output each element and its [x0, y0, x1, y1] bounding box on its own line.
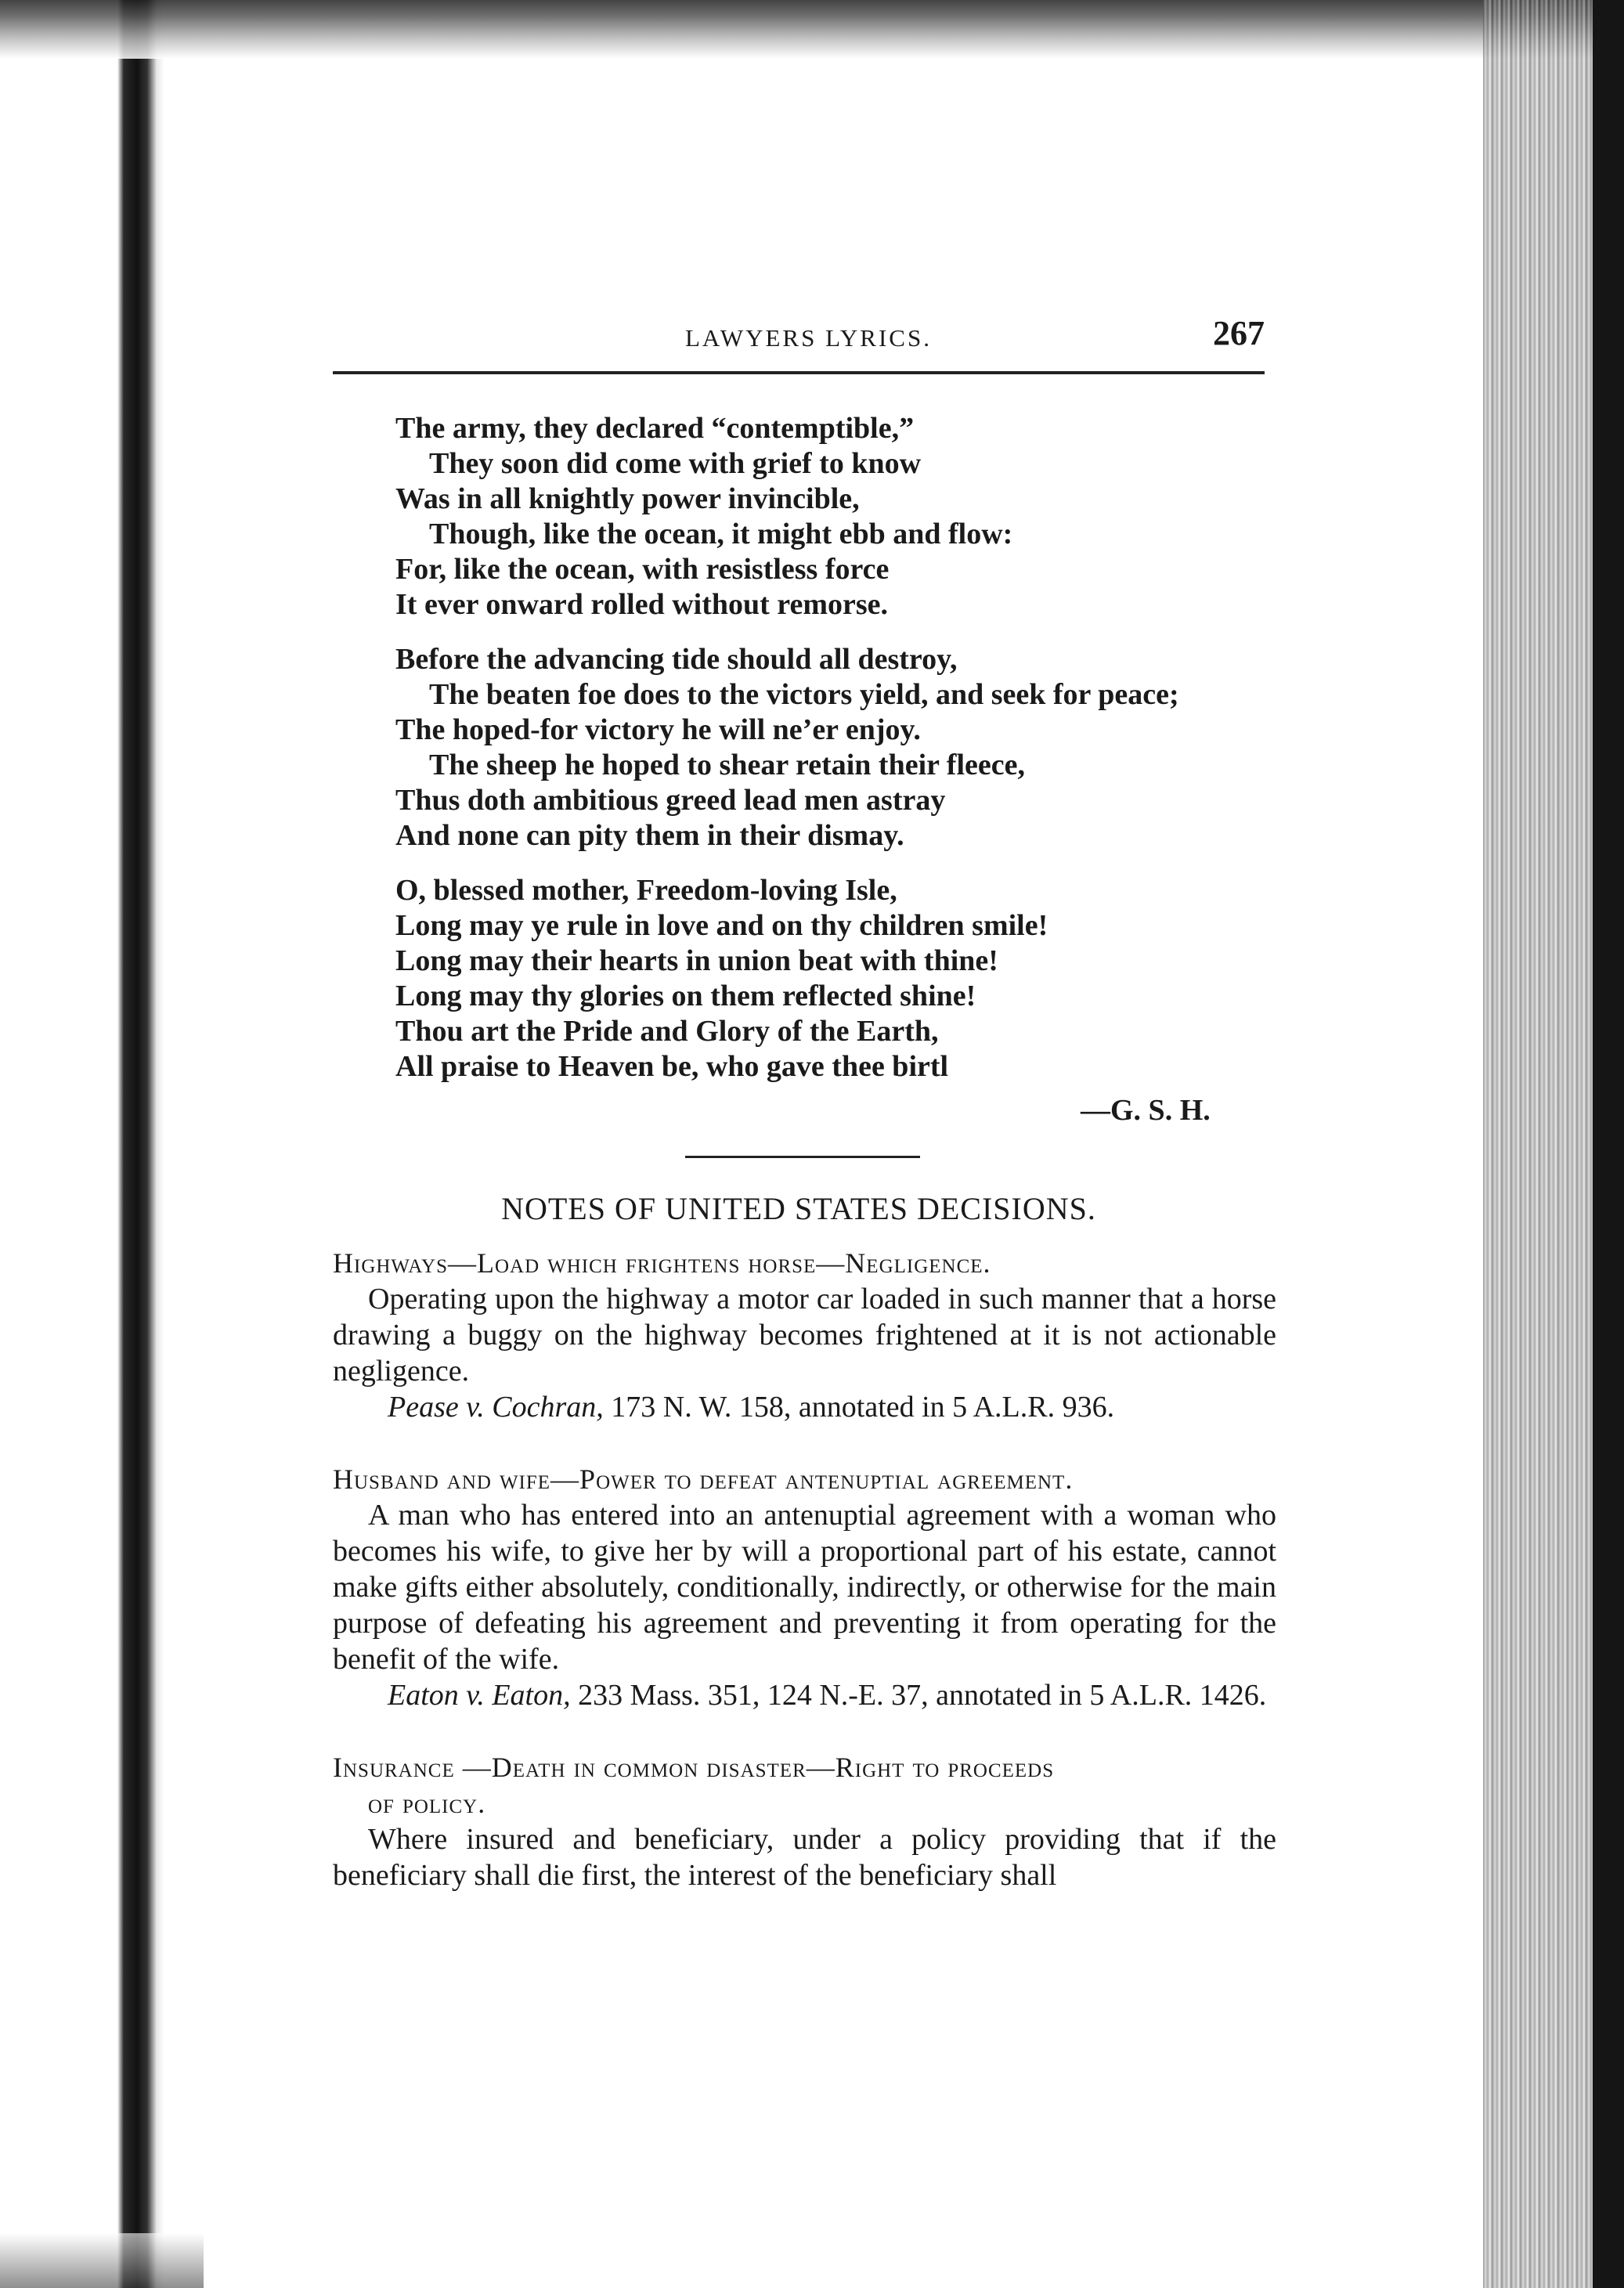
citation-reference: 233 Mass. 351, 124 N.-E. 37, annotated in 5 A.L.R. 1426. — [570, 1679, 1267, 1712]
note-heading: Insurance —Death in common disaster—Right to proceeds — [333, 1752, 1055, 1783]
poem-line: Long may thy glories on them reflected shine! — [395, 980, 976, 1012]
poem-line: Long may ye rule in love and on thy children smile! — [395, 909, 1048, 942]
note-entry — [333, 1461, 1276, 1713]
poem-stanza — [395, 642, 1280, 853]
poem-line: For, like the ocean, with resistless force — [395, 553, 890, 586]
poem-line: All praise to Heaven be, who gave thee birtl — [395, 1050, 949, 1083]
page-number: 267 — [1213, 314, 1265, 352]
note-entry — [333, 1749, 1276, 1893]
poem-line: Thus doth ambitious greed lead men astray — [395, 784, 946, 817]
case-name: Pease v. Cochran, — [388, 1391, 604, 1424]
poem-line: The beaten foe does to the victors yield, and seek for peace; — [429, 678, 1179, 711]
poem — [395, 411, 1280, 1104]
note-entry — [333, 1245, 1276, 1425]
poem-line: Before the advancing tide should all destroy, — [395, 643, 958, 676]
poem-line: Long may their hearts in union beat with thine! — [395, 944, 998, 977]
note-body: A man who has entered into an antenuptial agreement with a woman who becomes his wife, to give her by will a proportional part of his estate, cannot make gifts either absolutely, conditionally, indirectly, or otherwise for the main purpose of defeating his agreement and preventing it from operating for the benefit of the wife. — [333, 1499, 1276, 1676]
note-body: Operating upon the highway a motor car loaded in such manner that a horse drawing a buggy on the highway becomes frightened at it is not actionable negligence. — [333, 1283, 1276, 1388]
poem-line: Though, like the ocean, it might ebb and flow: — [429, 518, 1013, 550]
poem-line: The hoped-for victory he will ne’er enjoy. — [395, 713, 921, 746]
section-divider — [685, 1156, 920, 1158]
poem-signature: —G. S. H. — [1081, 1094, 1211, 1127]
note-citation — [333, 1389, 1276, 1425]
poem-stanza — [395, 873, 1280, 1084]
notes-list — [333, 1245, 1276, 1929]
poem-line: O, blessed mother, Freedom-loving Isle, — [395, 874, 897, 907]
poem-line: Thou art the Pride and Glory of the Earth, — [395, 1015, 939, 1048]
poem-line: And none can pity them in their dismay. — [395, 819, 904, 852]
section-title: NOTES OF UNITED STATES DECISIONS. — [501, 1191, 1096, 1226]
poem-line: The army, they declared “contemptible,” — [395, 412, 915, 445]
poem-line: The sheep he hoped to shear retain their fleece, — [429, 749, 1025, 781]
note-heading: Highways—Load which frightens horse—Negligence. — [333, 1247, 991, 1279]
header-rule — [333, 371, 1265, 374]
note-citation — [333, 1677, 1276, 1713]
note-body: Where insured and beneficiary, under a policy providing that if the beneficiary shall die first, the interest of the beneficiary shall — [333, 1823, 1276, 1892]
running-head — [333, 313, 1265, 376]
poem-line: Was in all knightly power invincible, — [395, 482, 860, 515]
poem-line: They soon did come with grief to know — [429, 447, 922, 480]
case-name: Eaton v. Eaton, — [388, 1679, 571, 1712]
citation-reference: 173 N. W. 158, annotated in 5 A.L.R. 936. — [603, 1391, 1115, 1424]
running-title: LAWYERS LYRICS. — [685, 324, 932, 352]
note-heading: Husband and wife—Power to defeat antenuptial agreement. — [333, 1463, 1074, 1495]
poem-stanza — [395, 411, 1280, 623]
note-heading-continuation: of policy. — [368, 1788, 486, 1819]
poem-line: It ever onward rolled without remorse. — [395, 588, 889, 621]
